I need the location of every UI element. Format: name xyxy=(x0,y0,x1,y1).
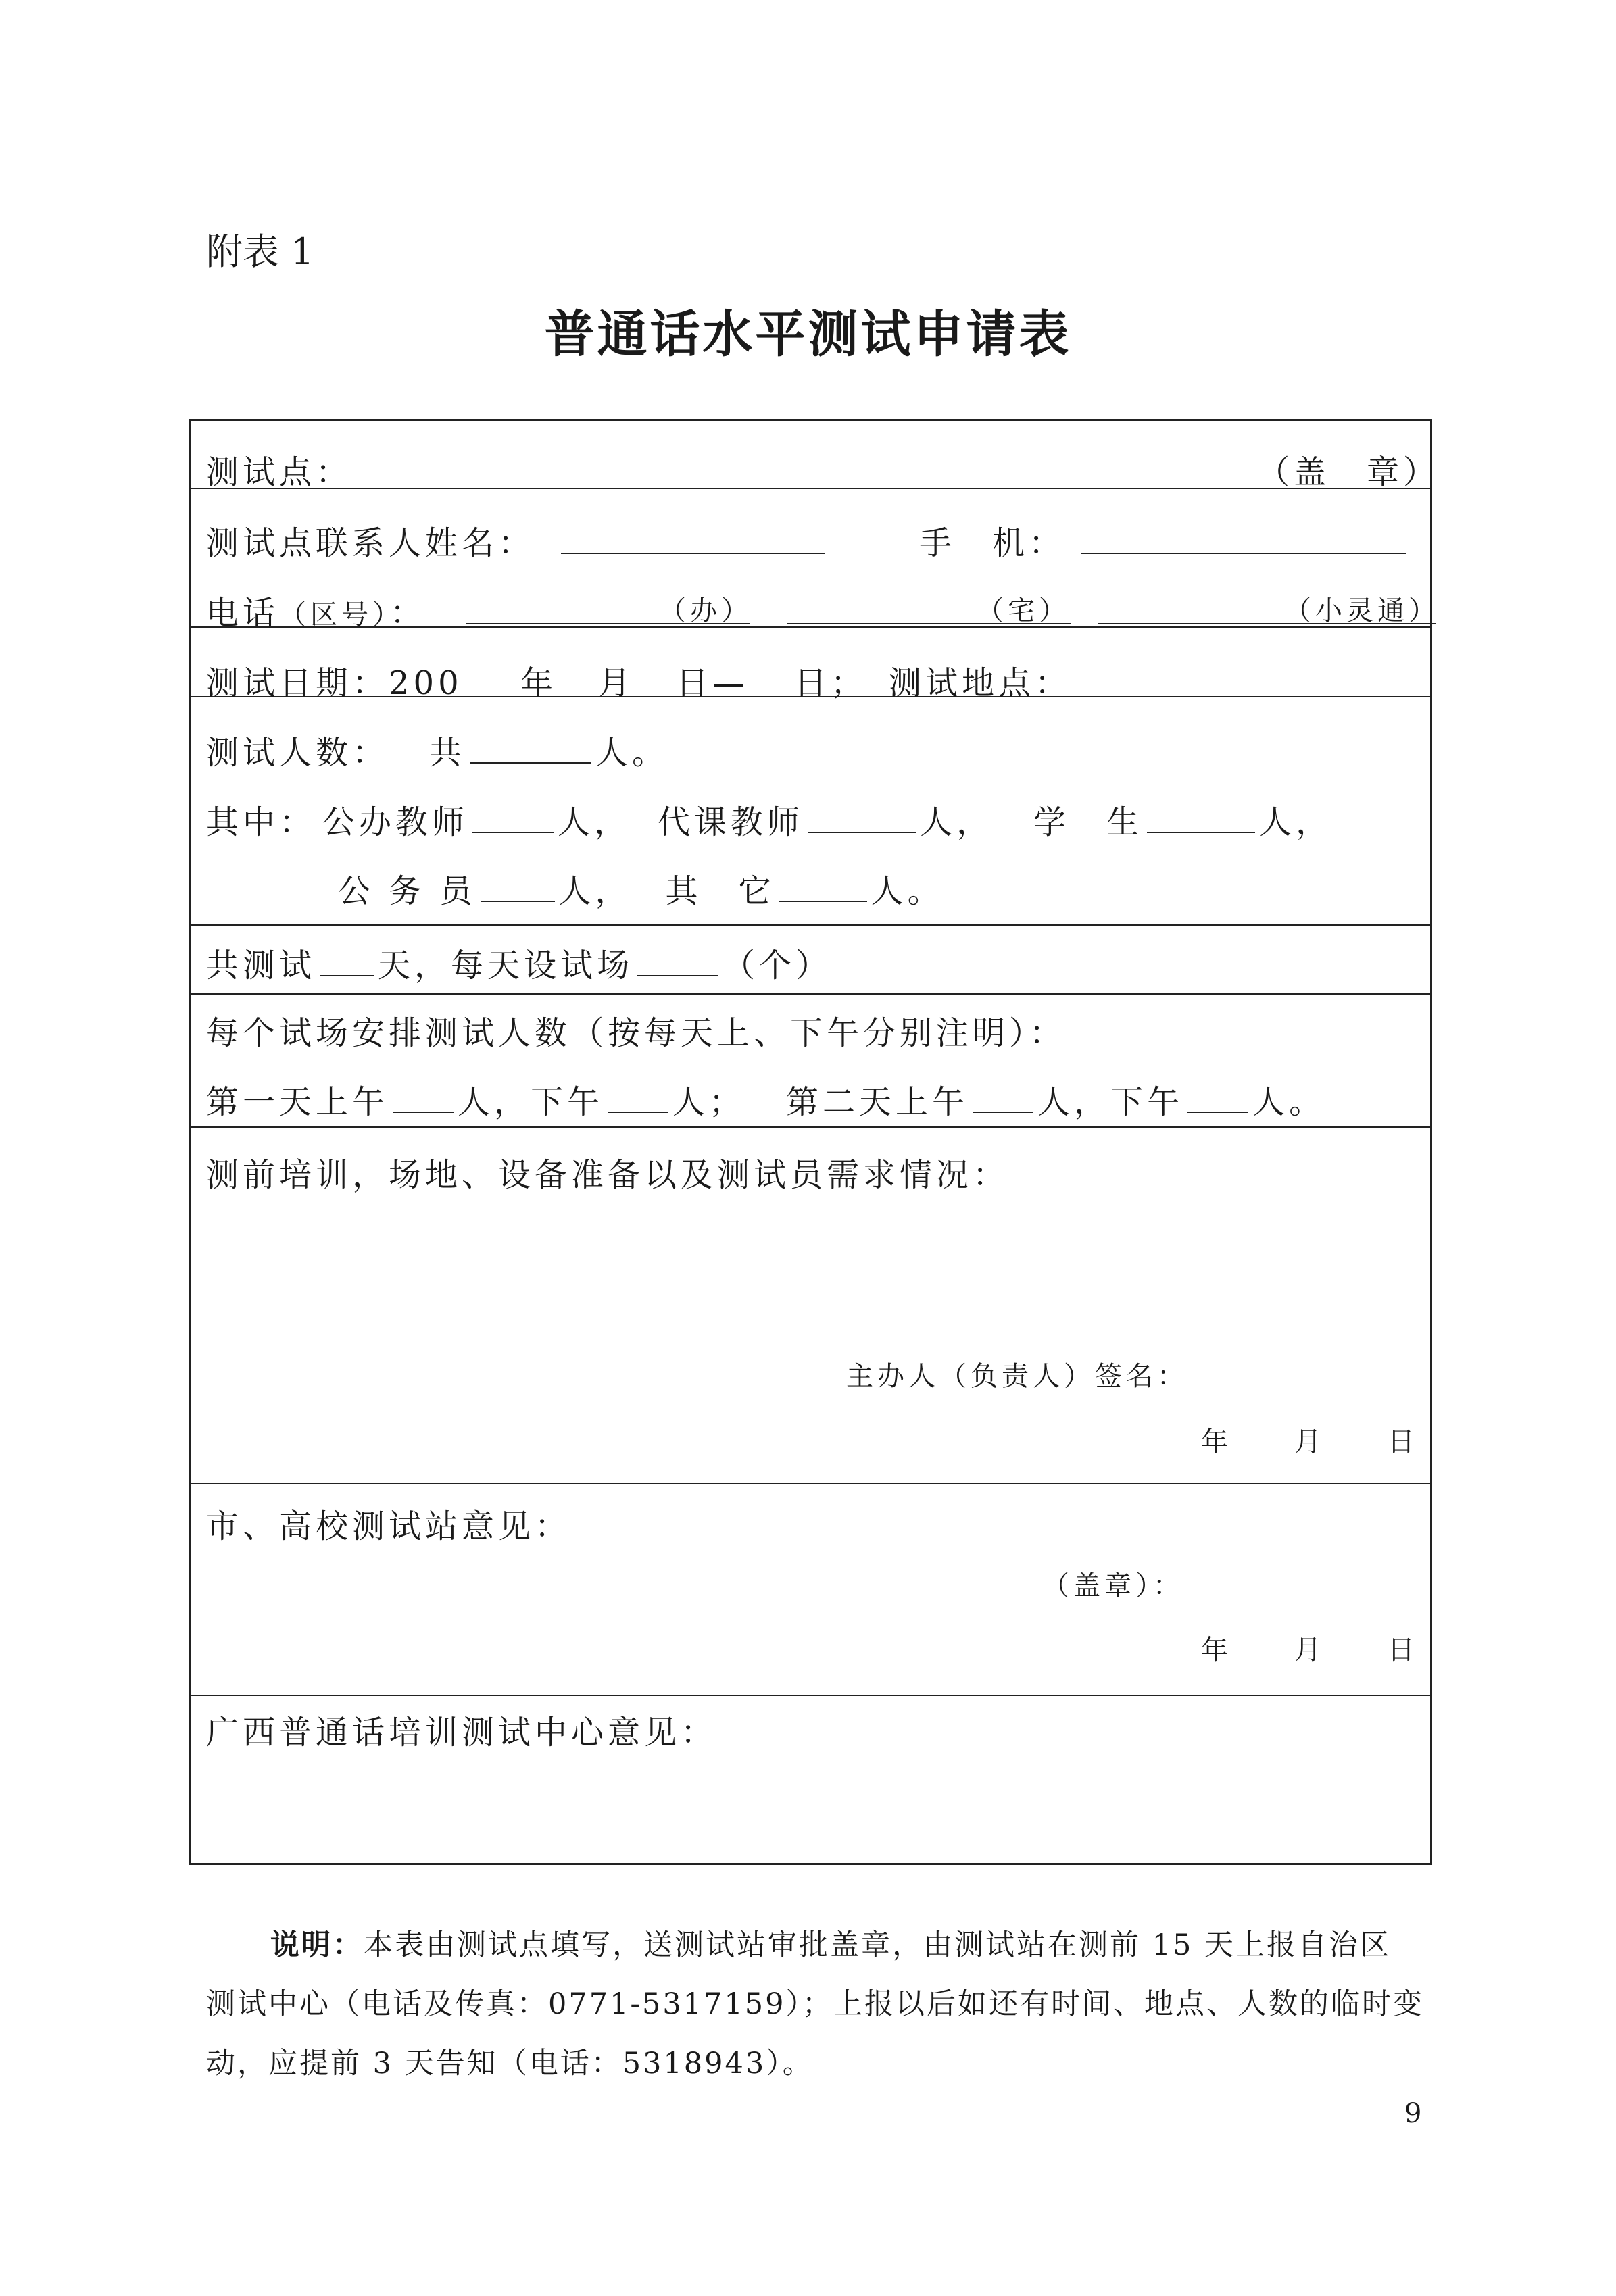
row-divider xyxy=(189,1695,1432,1696)
phs-label: （小灵通） xyxy=(1284,595,1440,626)
note-line-2: 测试中心（电话及传真：0771-5317159）；上报以后如还有时间、地点、人数的临时变 xyxy=(206,1987,1424,2021)
test-site-label: 测试点： xyxy=(206,453,353,491)
contact-name-field[interactable] xyxy=(561,553,825,554)
page-number: 9 xyxy=(1404,2098,1422,2129)
note-line-3: 动，应提前 3 天告知（电话：5318943）。 xyxy=(206,2047,814,2080)
mobile-field[interactable] xyxy=(1081,553,1406,554)
test-place-label: 测试地点： xyxy=(889,664,1072,702)
per-room-line: 第一天上午 人，下午 人； 第二天上午 人，下午 人。 xyxy=(206,1076,1325,1122)
day-to-label: 日— xyxy=(676,664,750,702)
public-teacher-field[interactable] xyxy=(472,799,554,833)
mobile-label: 手 机： xyxy=(919,524,1066,562)
area-code-label: （区号） xyxy=(279,599,391,630)
day-end-label: 日； xyxy=(794,664,868,702)
row-divider xyxy=(189,924,1432,926)
station-opinion-title: 市、高校测试站意见： xyxy=(206,1507,572,1545)
organizer-signature-label: 主办人（负责人）签名： xyxy=(846,1361,1188,1392)
month-label: 月 xyxy=(598,664,635,702)
year-label: 年 xyxy=(520,664,558,702)
training-needs-title: 测前培训，场地、设备准备以及测试员需求情况： xyxy=(206,1156,1010,1194)
day1-pm-field[interactable] xyxy=(608,1079,668,1113)
phone-label: 电话（区号）： xyxy=(206,594,427,632)
substitute-teacher-field[interactable] xyxy=(808,799,916,833)
row-divider xyxy=(189,488,1432,489)
row-divider xyxy=(189,993,1432,995)
row-divider xyxy=(189,1126,1432,1128)
station-stamp-label: （盖章）： xyxy=(1042,1570,1184,1601)
day2-pm-field[interactable] xyxy=(1187,1079,1248,1113)
rooms-field[interactable] xyxy=(637,943,718,976)
note-line-1: 说明：本表由测试点填写，送测试站审批盖章，由测试站在测前 15 天上报自治区 xyxy=(270,1928,1392,1962)
office-label: （办） xyxy=(659,595,752,626)
form-title: 普通话水平测试申请表 xyxy=(544,305,1072,364)
contact-name-label: 测试点联系人姓名： xyxy=(206,524,535,562)
breakdown-line: 其中： 公办教师 人， 代课教师 人， 学 生 人， xyxy=(206,796,1332,843)
student-field[interactable] xyxy=(1147,799,1255,833)
count-label: 测试人数： 共 人。 xyxy=(206,726,668,773)
test-days-line: 共测试 天，每天设试场 （个） xyxy=(206,939,832,986)
days-field[interactable] xyxy=(320,943,374,976)
test-date-label: 测试日期：200 xyxy=(206,664,463,702)
station-date: 年 月 日 xyxy=(1201,1634,1419,1666)
organizer-date: 年 月 日 xyxy=(1201,1426,1419,1457)
other-field[interactable] xyxy=(779,868,867,902)
civil-servant-field[interactable] xyxy=(481,868,555,902)
day2-am-field[interactable] xyxy=(973,1079,1033,1113)
total-count-field[interactable] xyxy=(470,730,591,764)
stamp-label: （盖 章） xyxy=(1257,453,1440,491)
center-opinion-title: 广西普通话培训测试中心意见： xyxy=(206,1714,718,1751)
day1-am-field[interactable] xyxy=(393,1079,454,1113)
row-divider xyxy=(189,1483,1432,1484)
attachment-label: 附表 1 xyxy=(206,230,314,273)
breakdown-line-2: 公 务 员 人， 其 它 人。 xyxy=(338,865,944,912)
per-room-title: 每个试场安排测试人数（按每天上、下午分别注明）： xyxy=(206,1014,1067,1052)
home-label: （宅） xyxy=(977,595,1070,626)
